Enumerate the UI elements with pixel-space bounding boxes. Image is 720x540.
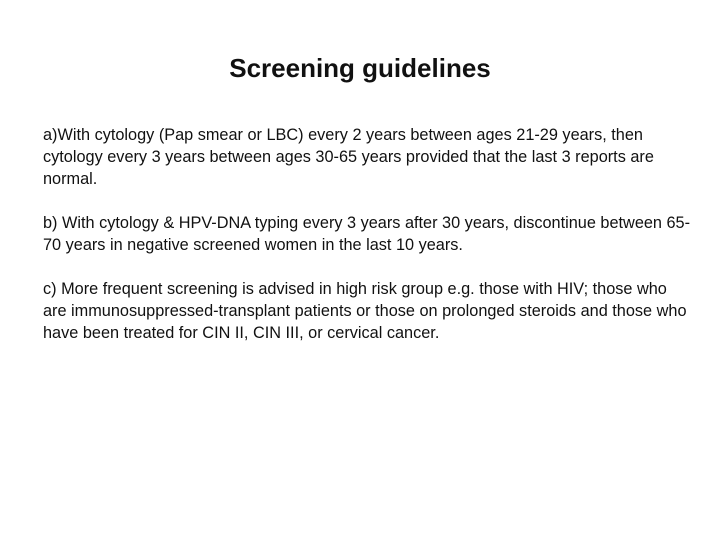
slide-title: Screening guidelines [229,53,491,83]
guideline-paragraph-b: b) With cytology & HPV-DNA typing every 3 years after 30 years, discontinue between 65-70 years in negative screened women in the last 10 years. [43,214,691,254]
guideline-paragraph-c: c) More frequent screening is advised in high risk group e.g. those with HIV; those who are immunosuppressed-transplant patients or those on prolonged steroids and those who have been treated for CIN II, CIN III, or cervical cancer. [43,280,687,342]
guideline-paragraph-a: a)With cytology (Pap smear or LBC) every 2 years between ages 21-29 years, then cytology every 3 years between ages 30-65 years provided that the last 3 reports are normal. [43,126,654,188]
slide-content [43,124,693,366]
